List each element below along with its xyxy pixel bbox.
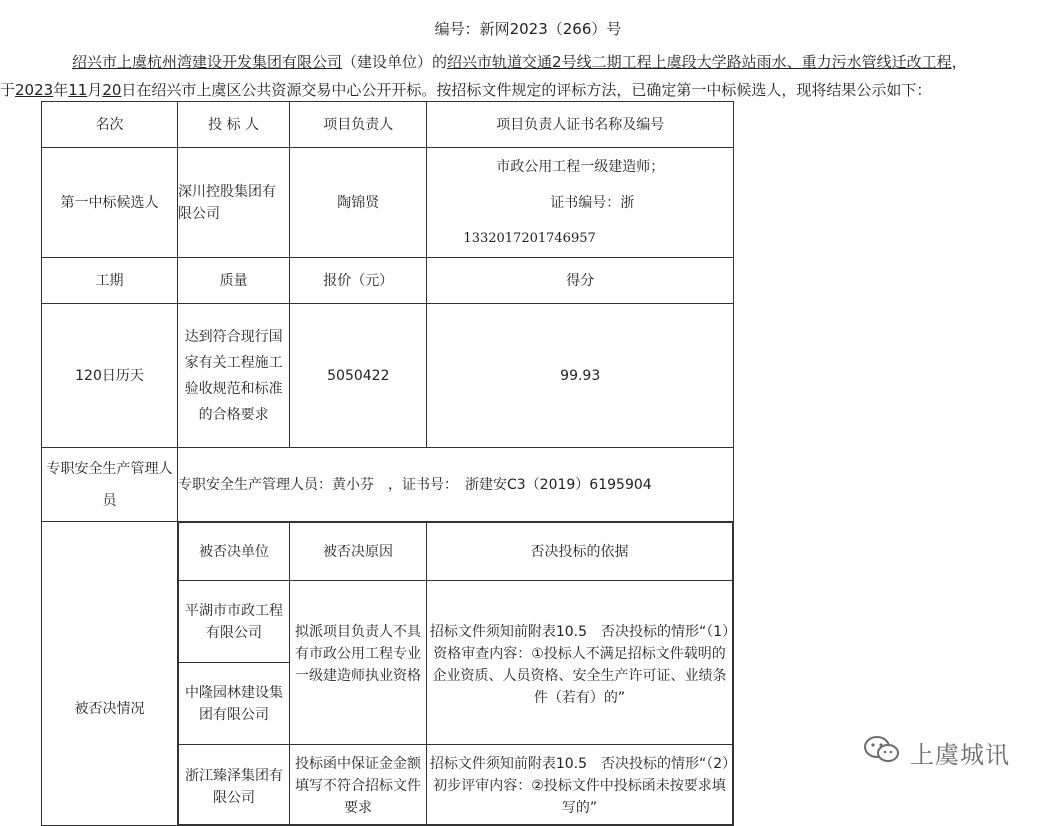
open-year: 2023: [15, 81, 54, 99]
intro-paragraph: [0, 48, 1032, 104]
construction-unit: 绍兴市上虞杭州湾建设开发集团有限公司: [72, 53, 343, 71]
table-row: [42, 304, 734, 448]
rejected-unit-2: 中隆园林建设集团有限公司: [179, 663, 290, 745]
table-row: [42, 148, 734, 258]
price-cell: 5050422: [290, 304, 427, 448]
safety-row: [42, 448, 734, 522]
cert-cell: [427, 148, 734, 258]
safety-label: 专职安全生产管理人员: [42, 448, 178, 522]
header-manager: 项目负责人: [290, 102, 427, 148]
header-price: 报价（元）: [290, 258, 427, 304]
intro-prefix: 于: [0, 81, 16, 99]
rejected-unit-1: 平湖市市政工程有限公司: [179, 581, 290, 663]
rejected-header-row: [179, 523, 733, 581]
rejected-header-unit: 被否决单位: [179, 523, 290, 581]
rejected-reason-2: 投标函中保证金金额填写不符合招标文件要求: [290, 745, 427, 825]
rejected-reason-1: 拟派项目负责人不具有市政公用工程专业一级建造师执业资格: [290, 581, 427, 745]
header-rank: 名次: [42, 102, 178, 148]
cert-line-2: 证书编号：浙: [550, 194, 635, 211]
duration-cell: 120日历天: [42, 304, 178, 448]
rejected-unit-3: 浙江臻泽集团有限公司: [179, 745, 290, 825]
header-cert: 项目负责人证书名称及编号: [427, 102, 734, 148]
cert-line-1: 市政公用工程一级建造师；: [496, 158, 665, 175]
header-bidder: 投 标 人: [178, 102, 290, 148]
project-name: 绍兴市轨道交通2号线二期工程上虞段大学路站雨水、重力污水管线迁改工程: [447, 53, 952, 71]
table-row: [179, 745, 733, 825]
watermark-text: 上虞城讯: [910, 740, 1010, 769]
intro-comma: ，: [951, 53, 967, 71]
table-header-row-2: [42, 258, 734, 304]
score-cell: 99.93: [427, 304, 734, 448]
rank-cell: 第一中标候选人: [42, 148, 178, 258]
watermark: [862, 732, 1042, 772]
rejected-header-basis: 否决投标的依据: [427, 523, 733, 581]
table-row: [179, 581, 733, 663]
open-day: 20: [102, 81, 122, 99]
table-header-row: [42, 102, 734, 148]
intro-rest: 日在绍兴市上虞区公共资源交易中心公开开标。按招标文件规定的评标方法，已确定第一中标候选人，现将结果公示如下：: [121, 81, 932, 99]
document-number: 编号：新网2023（266）号: [434, 20, 622, 38]
rejected-header-reason: 被否决原因: [290, 523, 427, 581]
rejected-basis-2: 招标文件须知前附表10.5 否决投标的情形“（2）初步评审内容：②投标文件中投标函未按要求填写的”: [427, 745, 733, 825]
bidder-cell: 深川控股集团有限公司: [178, 148, 290, 258]
rejected-table: [178, 522, 733, 825]
wechat-icon: [862, 734, 902, 770]
manager-cell: 陶锦贤: [290, 148, 427, 258]
header-duration: 工期: [42, 258, 178, 304]
rejected-label: 被否决情况: [42, 522, 178, 826]
month-suffix: 月: [87, 81, 103, 99]
year-suffix: 年: [53, 81, 69, 99]
header-score: 得分: [427, 258, 734, 304]
result-table: [41, 101, 734, 826]
open-month: 11: [68, 81, 88, 99]
rejected-row: [42, 522, 734, 826]
quality-cell: 达到符合现行国家有关工程施工验收规范和标准的合格要求: [178, 304, 290, 448]
rejected-basis-1: 招标文件须知前附表10.5 否决投标的情形“（1）资格审查内容：①投标人不满足招标文件载明的企业资质、人员资格、安全生产许可证、业绩条件（若有）的”: [427, 581, 733, 745]
header-quality: 质量: [178, 258, 290, 304]
rejected-container: [178, 522, 734, 826]
unit-role: （建设单位）的: [342, 53, 448, 71]
safety-value: 专职安全生产管理人员：黄小芬 ，证书号： 浙建安C3（2019）6195904: [178, 448, 734, 522]
cert-line-3: 1332017201746957: [463, 230, 596, 246]
